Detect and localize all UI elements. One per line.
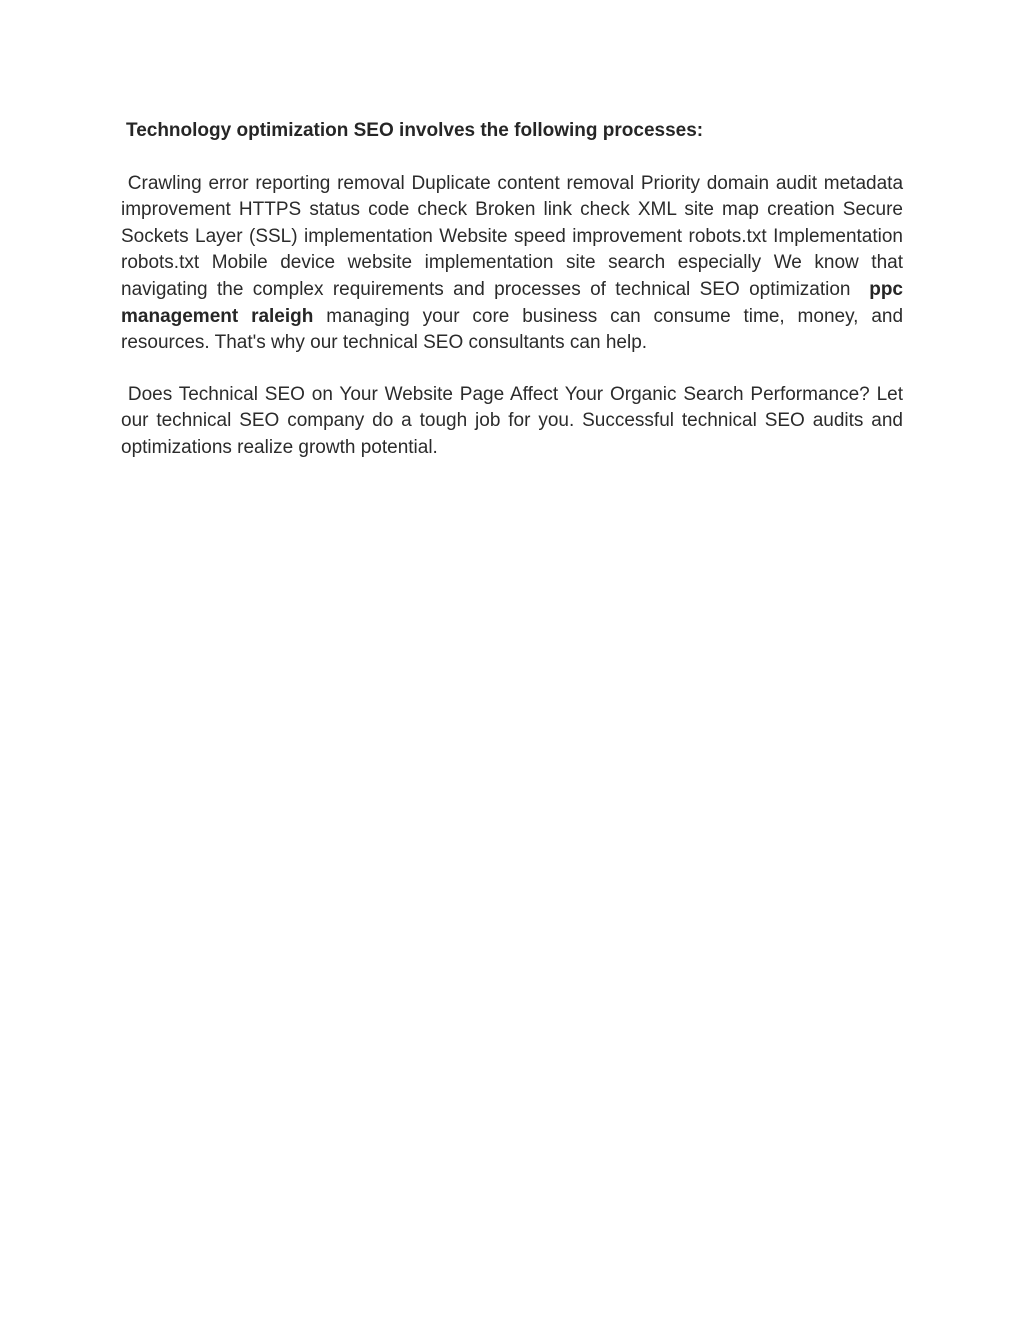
paragraph-processes-text-end: managing your core business can consume time, money, and resources. That's why our technical SEO consultants can help.: [121, 305, 904, 354]
document-body: [121, 118, 903, 462]
paragraph-processes-text: Crawling error reporting removal Duplicate content removal Priority domain audit metadata improvement HTTPS status code check Broken link check XML site map creation Secure Sockets Layer (SSL) implementation Website speed improvement robots.txt Implementation robots.txt Mobile device website implementation site search especially We know that navigating the complex requirements and processes of technical SEO optimization: [121, 172, 904, 300]
paragraph-processes: [121, 171, 903, 357]
paragraph-performance-text: Does Technical SEO on Your Website Page Affect Your Organic Search Performance? Let our technical SEO company do a tough job for you. Successful technical SEO audits and optimizations realize growth potential.: [121, 383, 903, 458]
section-heading: Technology optimization SEO involves the following processes:: [126, 120, 704, 141]
keyword-link[interactable]: ppc management raleigh: [121, 278, 903, 327]
paragraph-performance: [121, 382, 903, 462]
